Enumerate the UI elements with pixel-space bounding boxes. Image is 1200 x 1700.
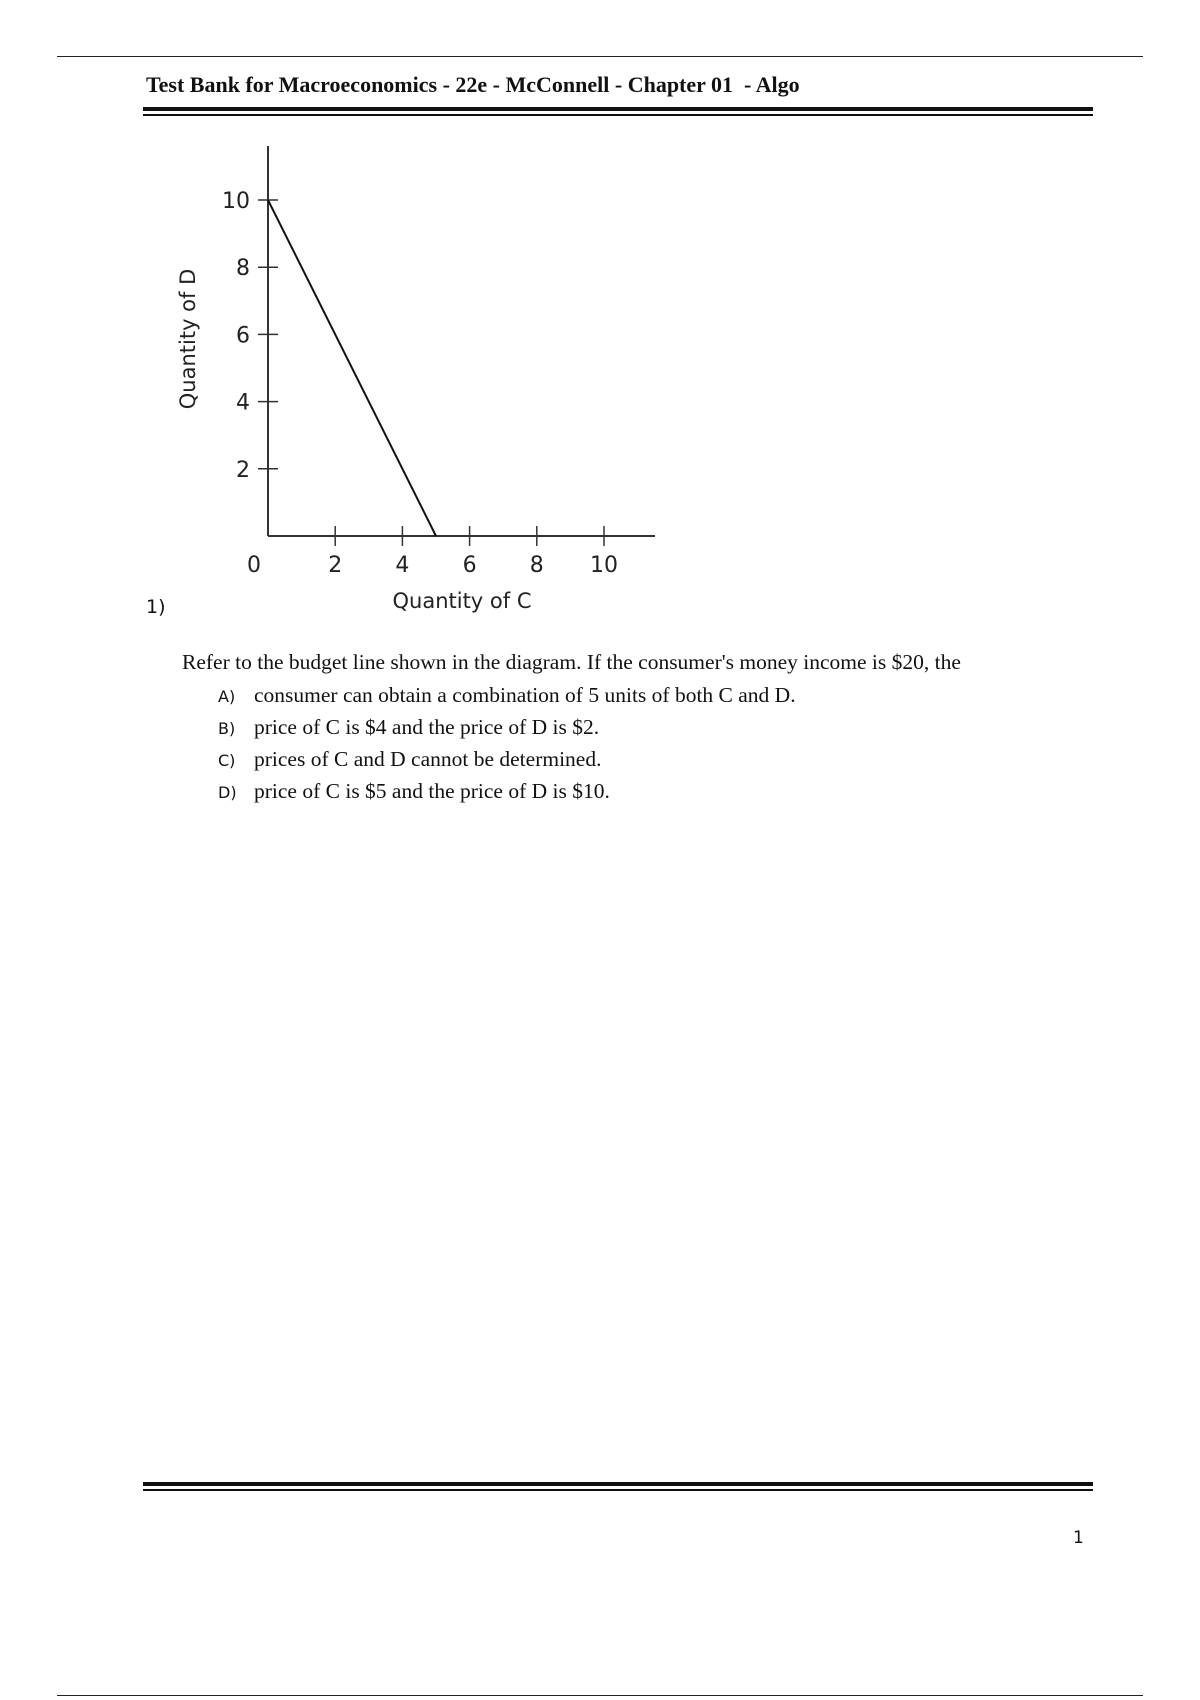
option-letter: C): [218, 751, 236, 770]
page-number: 1: [1073, 1528, 1084, 1548]
x-tick-label: 6: [462, 553, 477, 578]
header-rule-thick: [143, 107, 1093, 111]
x-tick-label: 4: [395, 553, 410, 578]
option-a: [218, 683, 796, 715]
question-number: 1): [146, 596, 166, 618]
bottom-page-rule: [57, 1695, 1143, 1696]
budget-line-chart: [170, 136, 690, 616]
series-layer: [268, 200, 436, 536]
y-ticks: [222, 189, 278, 483]
x-axis-label: Quantity of C: [392, 589, 532, 613]
option-text: price of C is $4 and the price of D is $2.: [254, 715, 600, 739]
footer-rule-thin: [143, 1489, 1093, 1491]
x-tick-label: 8: [529, 553, 544, 578]
option-b: [218, 715, 796, 747]
y-tick-label: 8: [236, 256, 250, 282]
x-tick-label: 2: [328, 553, 343, 578]
y-tick-label: 4: [236, 390, 250, 416]
top-page-rule: [57, 56, 1143, 57]
option-letter: B): [218, 719, 236, 738]
budget-line: [268, 200, 436, 536]
x-tick-label: 10: [590, 553, 618, 578]
footer-double-rule: [143, 1482, 1093, 1494]
option-text: price of C is $5 and the price of D is $10.: [254, 779, 610, 803]
origin-label: 0: [247, 553, 261, 578]
option-letter: A): [218, 687, 236, 706]
y-axis-label: Quantity of D: [176, 268, 200, 410]
footer-rule-thick: [143, 1482, 1093, 1486]
y-tick-label: 2: [236, 457, 250, 483]
header-rule-thin: [143, 114, 1093, 116]
y-tick-label: 6: [236, 323, 250, 349]
option-text: prices of C and D cannot be determined.: [254, 747, 602, 771]
answer-options: [218, 683, 796, 811]
question-stem: Refer to the budget line shown in the diagram. If the consumer's money income is $20, the: [182, 650, 961, 674]
header-double-rule: [143, 107, 1093, 119]
option-c: [218, 747, 796, 779]
header-title: Test Bank for Macroeconomics - 22e - McConnell - Chapter 01 - Algo: [146, 72, 800, 97]
option-d: [218, 779, 796, 811]
option-text: consumer can obtain a combination of 5 units of both C and D.: [254, 683, 796, 707]
x-ticks: [328, 526, 618, 578]
option-letter: D): [218, 783, 237, 802]
y-tick-label: 10: [222, 189, 250, 214]
